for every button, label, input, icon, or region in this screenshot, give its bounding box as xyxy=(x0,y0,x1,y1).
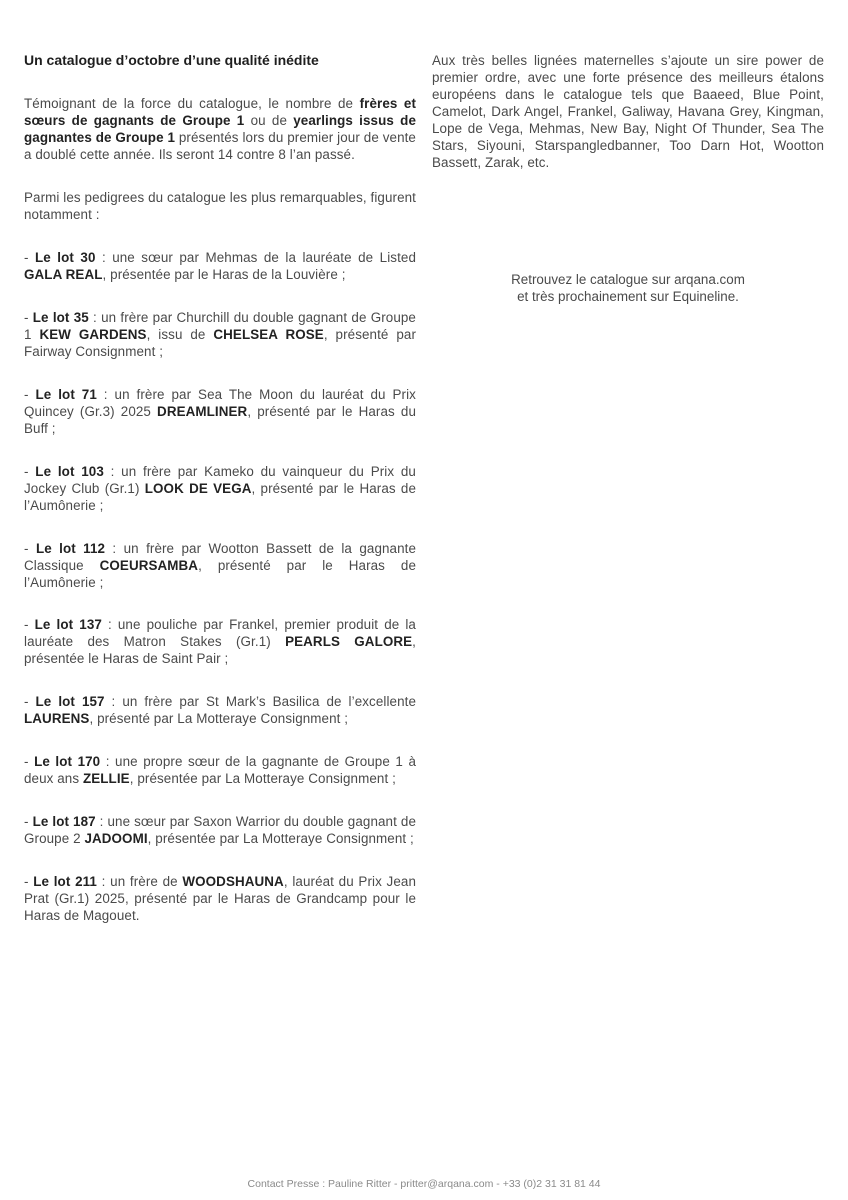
equineline-line: et très prochainement sur Equineline. xyxy=(517,289,739,304)
lot-item-137: - Le lot 137 : une pouliche par Frankel, premier produit de la lauréate des Matron Stakes (Gr.1) PEARLS GALORE, présentée le Haras de Saint Pair ; xyxy=(24,617,416,667)
catalogue-note xyxy=(432,271,824,305)
pedigrees-intro: Parmi les pedigrees du catalogue les plus remarquables, figurent notamment : xyxy=(24,190,416,222)
intro-paragraph: Témoignant de la force du catalogue, le nombre de frères et sœurs de gagnants de Groupe 1 ou de yearlings issus de gagnantes de Groupe 1 présentés lors du premier jour de vente a doublé cette année. Ils seront 14 contre 8 l’an passé. xyxy=(24,96,416,162)
press-contact-footer: Contact Presse : Pauline Ritter - pritter@arqana.com - +33 (0)2 31 31 81 44 xyxy=(247,1178,601,1190)
lot-item-112: - Le lot 112 : un frère par Wootton Bassett de la gagnante Classique COEURSAMBA, présenté par le Haras de l’Aumônerie ; xyxy=(24,540,416,590)
section-heading: Un catalogue d’octobre d’une qualité inédite xyxy=(24,52,319,68)
lot-item-71: - Le lot 71 : un frère par Sea The Moon du lauréat du Prix Quincey (Gr.3) 2025 DREAMLINER, présenté par le Haras du Buff ; xyxy=(24,386,416,436)
lot-item-157: - Le lot 157 : un frère par St Mark’s Basilica de l’excellente LAURENS, présenté par La Motteraye Consignment ; xyxy=(24,694,416,727)
right-column xyxy=(432,52,824,171)
left-column xyxy=(24,52,416,950)
catalogue-line: Retrouvez le catalogue sur arqana.com xyxy=(511,272,745,287)
lot-item-170: - Le lot 170 : une propre sœur de la gagnante de Groupe 1 à deux ans ZELLIE, présentée par La Motteraye Consignment ; xyxy=(24,754,416,787)
lot-item-30: - Le lot 30 : une sœur par Mehmas de la lauréate de Listed GALA REAL, présentée par le Haras de la Louvière ; xyxy=(24,250,416,282)
lot-item-187: - Le lot 187 : une sœur par Saxon Warrior du double gagnant de Groupe 2 JADOOMI, présentée par La Motteraye Consignment ; xyxy=(24,814,416,847)
lot-item-35: - Le lot 35 : un frère par Churchill du double gagnant de Groupe 1 KEW GARDENS, issu de CHELSEA ROSE, présenté par Fairway Consignment ; xyxy=(24,309,417,359)
lot-item-103: - Le lot 103 : un frère par Kameko du vainqueur du Prix du Jockey Club (Gr.1) LOOK DE VEGA, présenté par le Haras de l’Aumônerie ; xyxy=(24,463,417,513)
lot-item-211: - Le lot 211 : un frère de WOODSHAUNA, lauréat du Prix Jean Prat (Gr.1) 2025, présenté par le Haras de Grandcamp pour le Haras de Magouet. xyxy=(24,874,416,924)
sire-power-paragraph: Aux très belles lignées maternelles s’ajoute un sire power de premier ordre, avec une forte présence des meilleurs étalons européens dans le catalogue tels que Baaeed, Blue Point, Camelot, Dark Angel, Frankel, Galiway, Havana Grey, Kingman, Lope de Vega, Mehmas, New Bay, Night Of Thunder, Sea The Stars, Siyouni, Starspangledbanner, Too Darn Hot, Wootton Bassett, Zarak, etc. xyxy=(432,53,824,170)
